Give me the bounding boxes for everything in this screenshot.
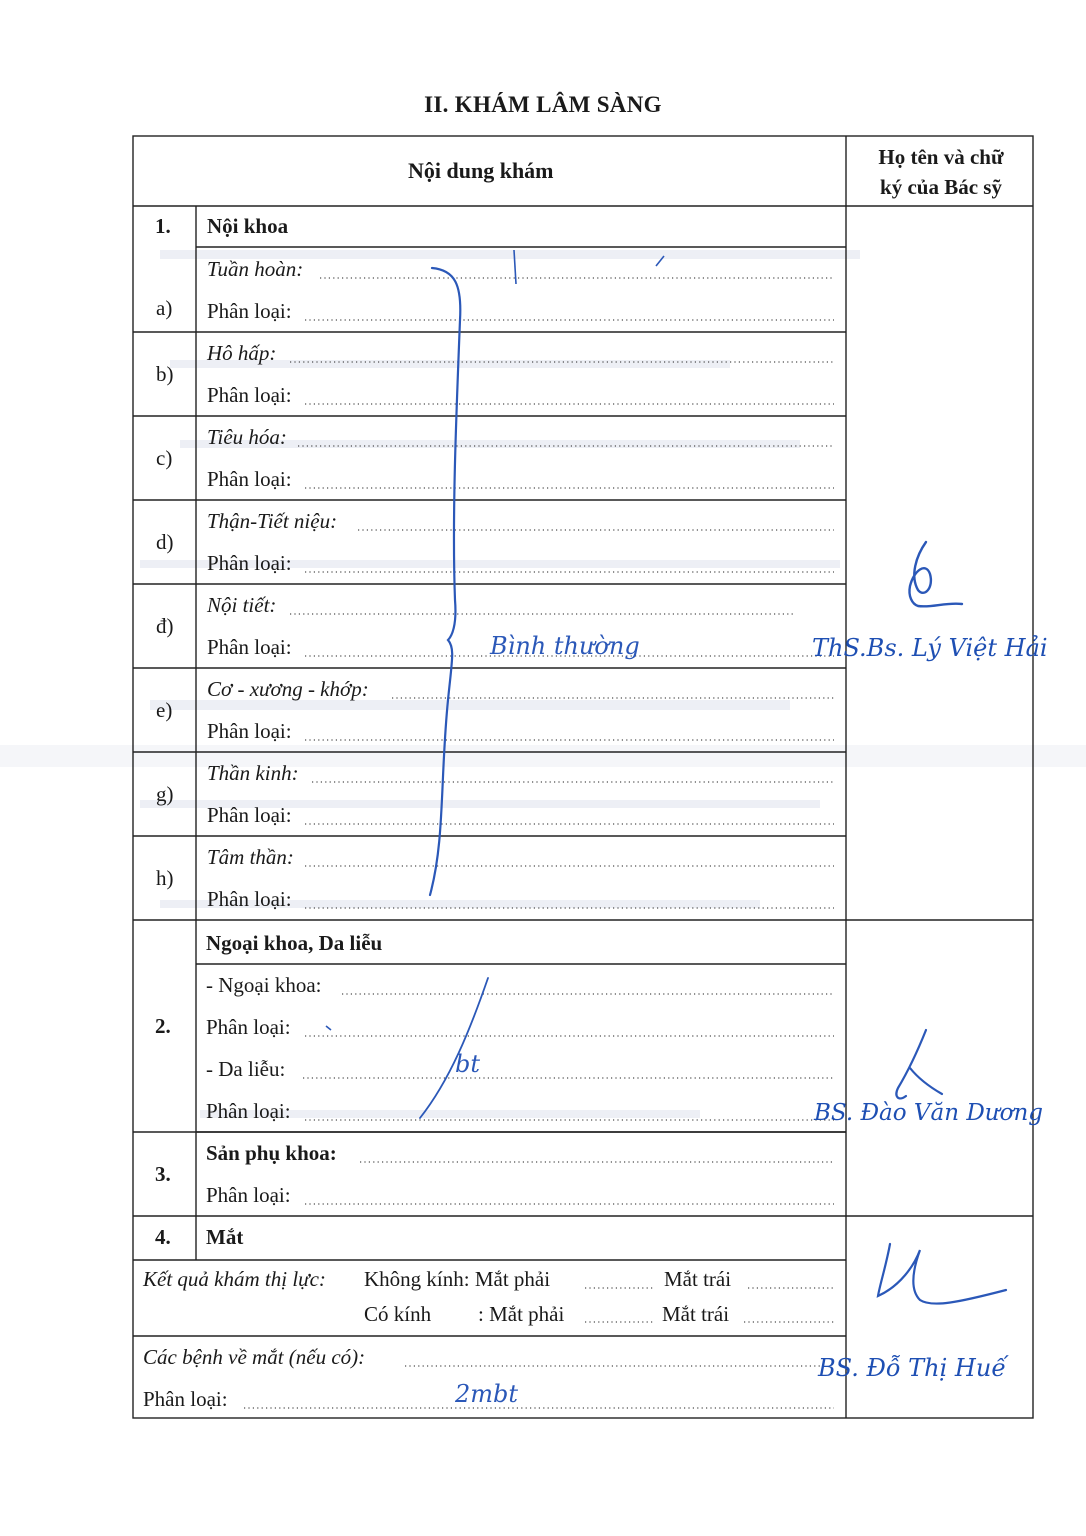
row-e-label: Cơ - xương - khớp: <box>207 677 369 701</box>
row-d-class-label: Phân loại: <box>207 551 292 575</box>
surgery-label: - Ngoại khoa: <box>206 973 322 997</box>
row-c-class-label: Phân loại: <box>207 467 292 491</box>
section-1-number: 1. <box>155 214 171 238</box>
dermatology-label: - Da liễu: <box>206 1057 286 1081</box>
handwritten-normal: Bình thường <box>490 632 640 660</box>
surgery-class-label: Phân loại: <box>206 1015 291 1039</box>
doctor3-name: BS. Đỗ Thị Huế <box>818 1354 1007 1382</box>
row-h-label: Tâm thần: <box>207 845 294 869</box>
row-d-label: Thận-Tiết niệu: <box>207 509 338 533</box>
section-3-number: 3. <box>155 1162 171 1186</box>
section-4-number: 4. <box>155 1225 171 1249</box>
row-dd-letter: đ) <box>156 614 174 638</box>
vision-label: Kết quả khám thị lực: <box>143 1267 326 1291</box>
handwritten-bt: bt <box>455 1050 481 1078</box>
row-dd-label: Nội tiết: <box>207 593 277 617</box>
obstetric-class-label: Phân loại: <box>206 1183 291 1207</box>
row-b-class-label: Phân loại: <box>207 383 292 407</box>
with-glasses-right-eye: : Mắt phải <box>478 1302 565 1326</box>
row-dd-class-label: Phân loại: <box>207 635 292 659</box>
handwritten-2mbt: 2mbt <box>455 1380 519 1408</box>
section-1-title: Nội khoa <box>207 214 289 238</box>
section-2-title: Ngoại khoa, Da liễu <box>206 931 383 955</box>
row-b-label: Hô hấp: <box>207 341 277 365</box>
content-column-header: Nội dung khám <box>408 158 554 183</box>
row-h-letter: h) <box>156 866 174 890</box>
doctor-column-header-line2: ký của Bác sỹ <box>880 175 1002 199</box>
eye-class-label: Phân loại: <box>143 1387 228 1411</box>
row-g-class-label: Phân loại: <box>207 803 292 827</box>
page-title: II. KHÁM LÂM SÀNG <box>424 92 662 117</box>
doctor2-name: BS. Đào Văn Dương <box>814 1100 1043 1126</box>
row-c-label: Tiêu hóa: <box>207 425 287 449</box>
with-glasses-label: Có kính <box>364 1302 432 1326</box>
row-g-letter: g) <box>156 782 174 806</box>
section-4-title: Mắt <box>206 1225 244 1249</box>
row-d-letter: d) <box>156 530 174 554</box>
section-3-title: Sản phụ khoa: <box>206 1141 337 1165</box>
row-a-label: Tuần hoàn: <box>207 257 304 281</box>
with-glasses-left-eye: Mắt trái <box>662 1302 730 1326</box>
row-c-letter: c) <box>156 446 173 470</box>
section-2-number: 2. <box>155 1014 171 1038</box>
doctor1-name: ThS.Bs. Lý Việt Hải <box>812 634 1048 662</box>
dermatology-class-label: Phân loại: <box>206 1099 291 1123</box>
doctor-column-header-line1: Họ tên và chữ <box>878 145 1004 169</box>
row-e-letter: e) <box>156 698 173 722</box>
row-e-class-label: Phân loại: <box>207 719 292 743</box>
no-glasses-right-eye: Không kính: Mắt phải <box>364 1267 551 1291</box>
row-g-label: Thần kinh: <box>207 761 299 785</box>
row-a-letter: a) <box>156 296 173 320</box>
no-glasses-left-eye: Mắt trái <box>664 1267 732 1291</box>
eye-diseases-label: Các bệnh về mắt (nếu có): <box>143 1345 366 1369</box>
row-b-letter: b) <box>156 362 174 386</box>
row-h-class-label: Phân loại: <box>207 887 292 911</box>
row-a-class-label: Phân loại: <box>207 299 292 323</box>
